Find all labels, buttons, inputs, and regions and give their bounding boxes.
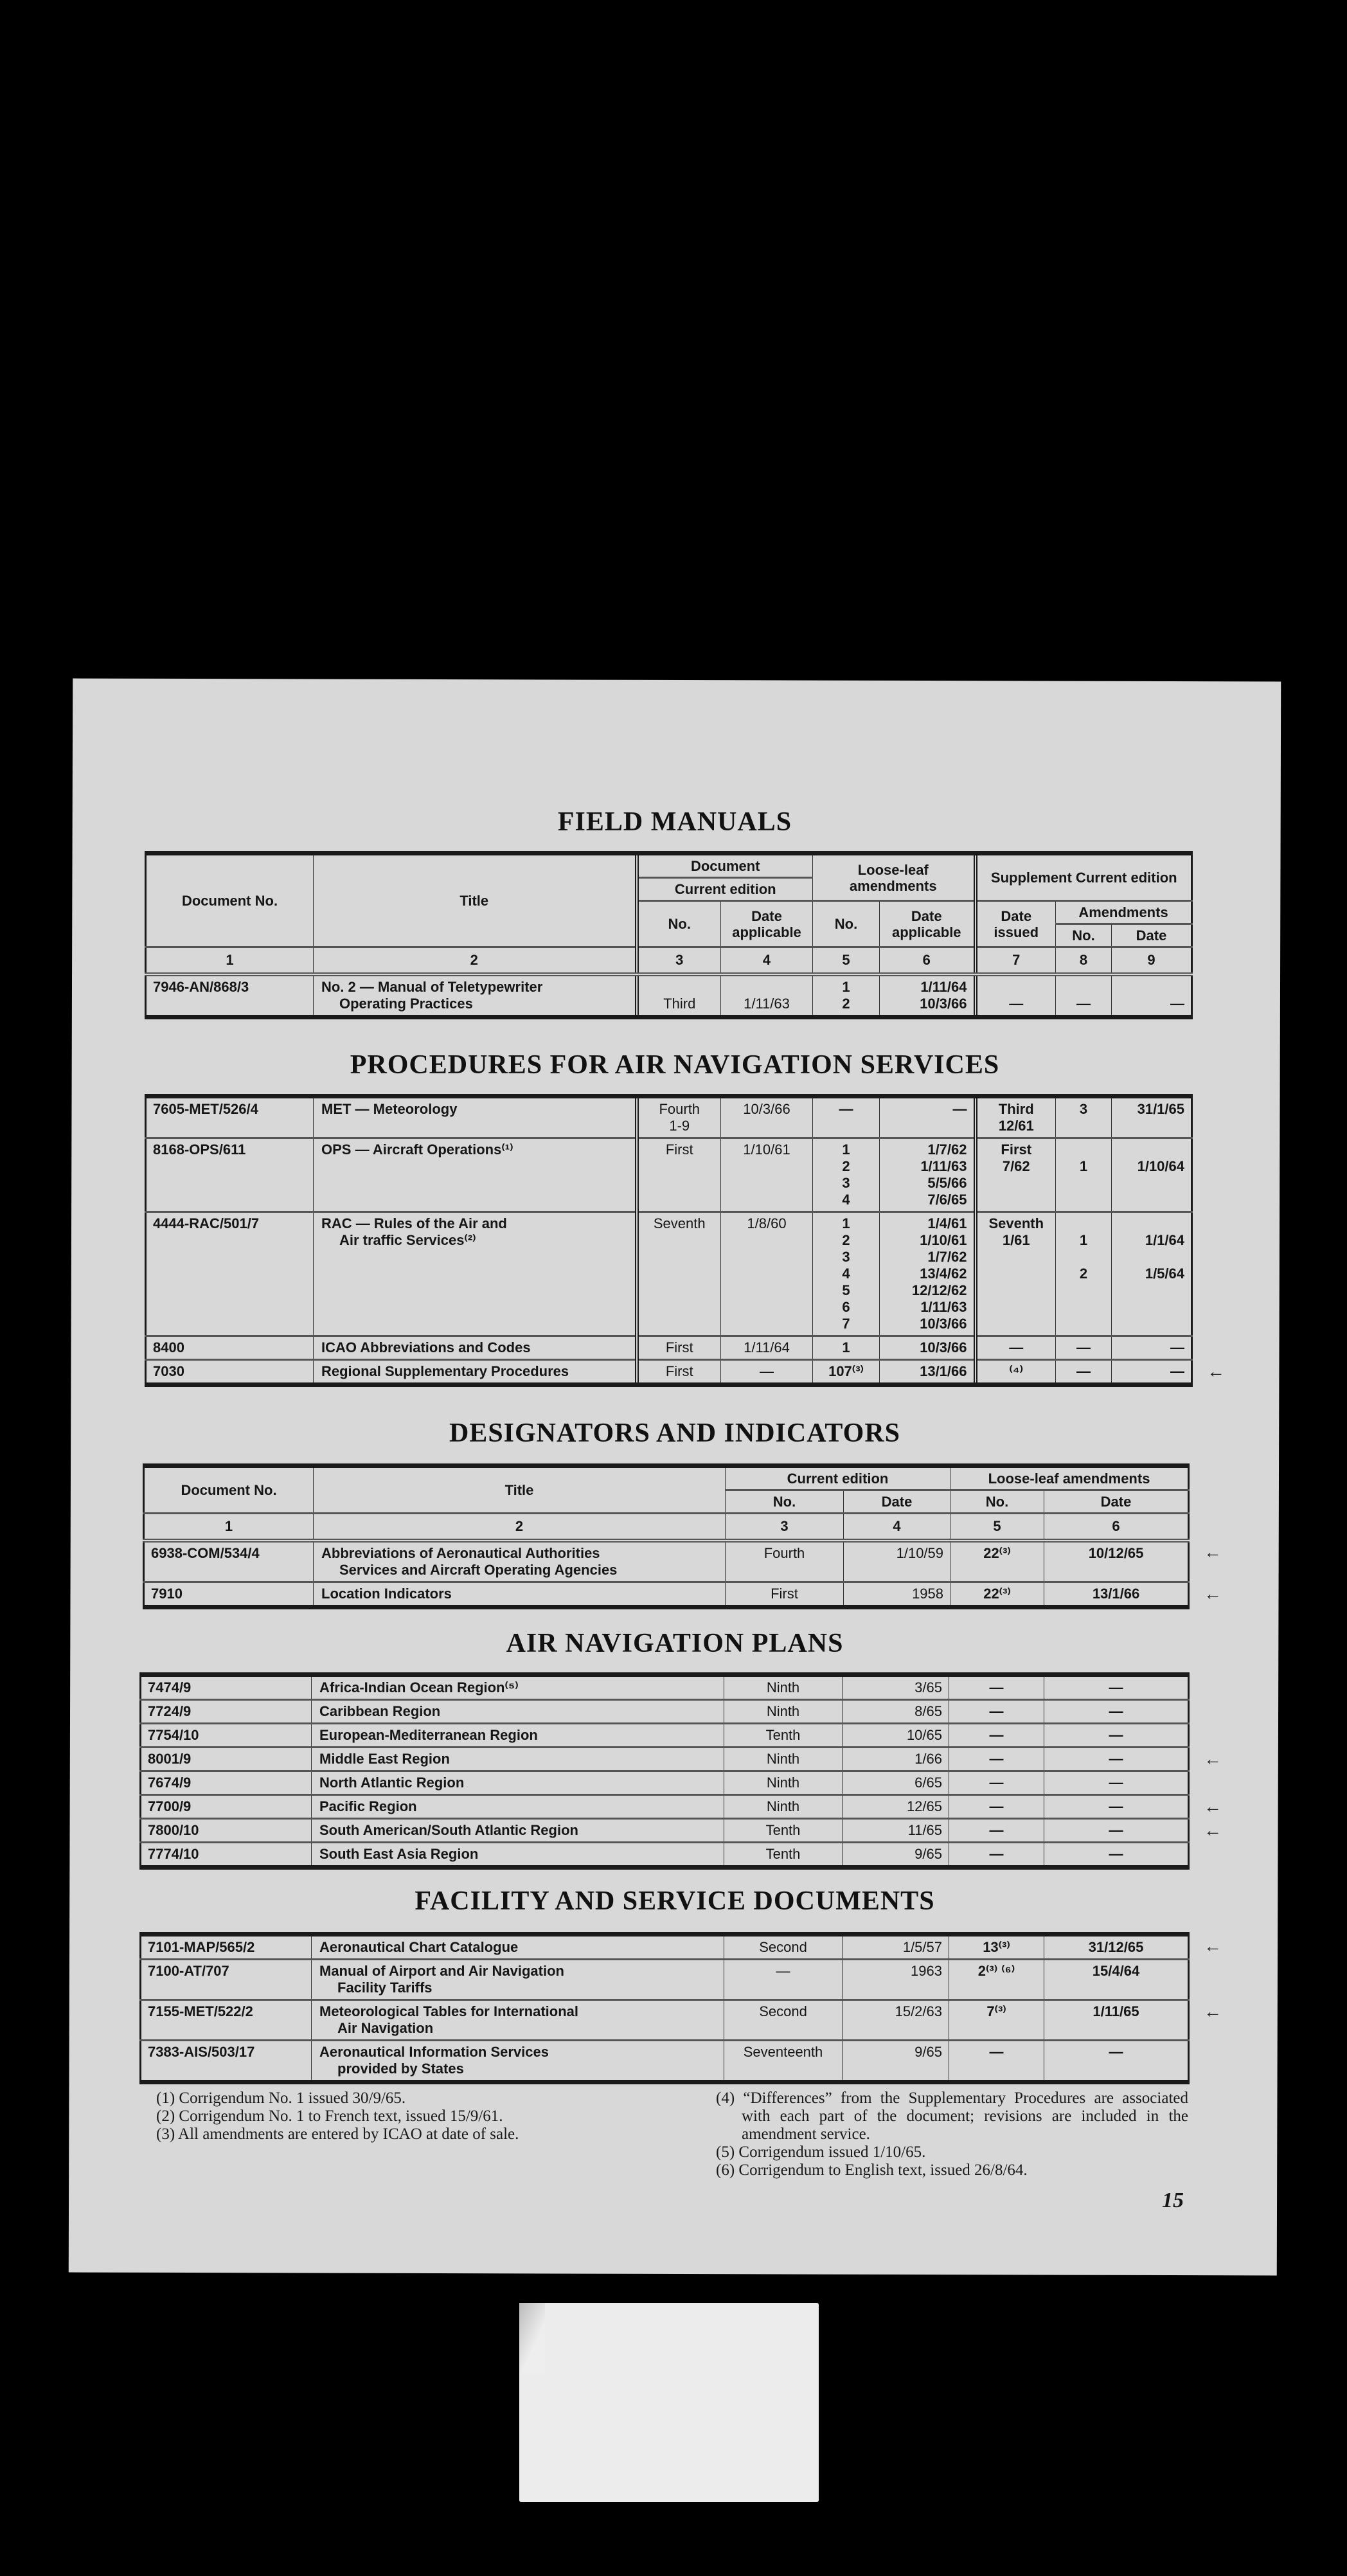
table-row bbox=[141, 1771, 1189, 1795]
column-number-row bbox=[146, 947, 1192, 975]
cell-title: MET — Meteorology bbox=[314, 1096, 637, 1138]
procedures-title: PROCEDURES FOR AIR NAVIGATION SERVICES bbox=[350, 1050, 1000, 1080]
footnotes-right bbox=[716, 2089, 1188, 2179]
cell-amendment-date: 13/1/66 bbox=[880, 1360, 976, 1385]
cell-amendment-date: — bbox=[1044, 1819, 1189, 1843]
cell-supplement-issued: — bbox=[976, 974, 1056, 1017]
cell-edition-no: Ninth bbox=[724, 1700, 843, 1724]
cell-amendment-date: — bbox=[880, 1096, 976, 1138]
cell-edition-no: Tenth bbox=[724, 1843, 843, 1868]
cell-title: Manual of Airport and Air Navigation Facility Tariffs bbox=[312, 1960, 724, 2000]
cell-edition-no: Seventh bbox=[637, 1212, 721, 1336]
cell-title: North Atlantic Region bbox=[312, 1771, 724, 1795]
table-row bbox=[146, 974, 1192, 1017]
cell-amendment-no: — bbox=[949, 1748, 1044, 1771]
cell-doc-no: 7100-AT/707 bbox=[141, 1960, 312, 2000]
cell-title: ICAO Abbreviations and Codes bbox=[314, 1336, 637, 1360]
cell-title: OPS — Aircraft Operations⁽¹⁾ bbox=[314, 1138, 637, 1212]
cell-supplement-amend-no: — bbox=[1056, 1336, 1112, 1360]
column-number: 8 bbox=[1056, 947, 1112, 975]
cell-amendment-date: 10/3/66 bbox=[880, 1336, 976, 1360]
procedures-table bbox=[145, 1094, 1193, 1387]
table-row bbox=[141, 1819, 1189, 1843]
cell-title: Pacific Region bbox=[312, 1795, 724, 1819]
cell-edition-date: 1/11/64 bbox=[721, 1336, 813, 1360]
facility-service-title: FACILITY AND SERVICE DOCUMENTS bbox=[415, 1886, 935, 1916]
cell-supplement-issued: ⁽⁴⁾ bbox=[976, 1360, 1056, 1385]
table-row bbox=[146, 1212, 1192, 1336]
cell-amendment-no: — bbox=[949, 1700, 1044, 1724]
air-navigation-plans-table bbox=[139, 1672, 1190, 1870]
cell-edition-date: 8/65 bbox=[843, 1700, 949, 1724]
cell-supplement-amend-date: — bbox=[1112, 1360, 1192, 1385]
cell-title: Regional Supplementary Procedures bbox=[314, 1360, 637, 1385]
column-number: 3 bbox=[637, 947, 721, 975]
cell-edition-date: 9/65 bbox=[843, 2041, 949, 2082]
cell-edition-no: First bbox=[637, 1336, 721, 1360]
table-row bbox=[141, 1795, 1189, 1819]
cell-amendment-no: 13⁽³⁾ bbox=[949, 1935, 1044, 1960]
header-date: Date bbox=[1112, 924, 1192, 947]
cell-title: Meteorological Tables for International Air Navigation bbox=[312, 2000, 724, 2041]
table-row bbox=[146, 1336, 1192, 1360]
cell-title: RAC — Rules of the Air and Air traffic Services⁽²⁾ bbox=[314, 1212, 637, 1336]
cell-edition-no: Fourth 1-9 bbox=[637, 1096, 721, 1138]
column-number: 4 bbox=[844, 1514, 950, 1541]
cell-supplement-amend-date: — bbox=[1112, 974, 1192, 1017]
cell-edition-no: Third bbox=[637, 974, 721, 1017]
cell-amendment-date: — bbox=[1044, 2041, 1189, 2082]
cell-title: Caribbean Region bbox=[312, 1700, 724, 1724]
table-row bbox=[146, 1138, 1192, 1212]
footnote: (6) Corrigendum to English text, issued 26/8/64. bbox=[716, 2161, 1028, 2179]
cell-doc-no: 4444-RAC/501/7 bbox=[146, 1212, 314, 1336]
change-arrow-icon: ← bbox=[1204, 1796, 1222, 1816]
cell-supplement-amend-no: — bbox=[1056, 1360, 1112, 1385]
cell-amendment-no: 1 bbox=[813, 1336, 880, 1360]
column-number: 1 bbox=[146, 947, 314, 975]
column-number: 6 bbox=[1044, 1514, 1189, 1541]
cell-edition-date: 1/66 bbox=[843, 1748, 949, 1771]
header-no: No. bbox=[813, 901, 880, 947]
cell-supplement-amend-no: — bbox=[1056, 974, 1112, 1017]
change-arrow-icon: ← bbox=[1204, 1542, 1222, 1562]
cell-doc-no: 7800/10 bbox=[141, 1819, 312, 1843]
cell-title: Aeronautical Information Services provided by States bbox=[312, 2041, 724, 2082]
cell-edition-date: 1958 bbox=[844, 1582, 950, 1607]
page-number: 15 bbox=[1162, 2188, 1184, 2212]
cell-doc-no: 8168-OPS/611 bbox=[146, 1138, 314, 1212]
cell-title: South American/South Atlantic Region bbox=[312, 1819, 724, 1843]
cell-doc-no: 7605-MET/526/4 bbox=[146, 1096, 314, 1138]
cell-amendment-date: — bbox=[1044, 1771, 1189, 1795]
cell-title: Location Indicators bbox=[314, 1582, 726, 1607]
table-row bbox=[141, 1960, 1189, 2000]
cell-edition-date: — bbox=[721, 1360, 813, 1385]
change-arrow-icon: ← bbox=[1204, 1935, 1222, 1956]
cell-amendment-no: 2⁽³⁾ ⁽⁶⁾ bbox=[949, 1960, 1044, 2000]
cell-edition-date: 1/5/57 bbox=[843, 1935, 949, 1960]
cell-amendment-date: 13/1/66 bbox=[1044, 1582, 1189, 1607]
header-date: Date bbox=[844, 1490, 950, 1514]
header-no: No. bbox=[1056, 924, 1112, 947]
cell-amendment-no: — bbox=[949, 1819, 1044, 1843]
cell-edition-date: 1963 bbox=[843, 1960, 949, 2000]
cell-doc-no: 6938-COM/534/4 bbox=[144, 1541, 314, 1582]
cell-doc-no: 7910 bbox=[144, 1582, 314, 1607]
cell-amendment-no: 22⁽³⁾ bbox=[950, 1541, 1044, 1582]
change-arrow-icon: ← bbox=[1207, 1361, 1225, 1381]
cell-edition-date: 1/10/61 bbox=[721, 1138, 813, 1212]
header-current-edition: Current edition bbox=[726, 1466, 950, 1490]
cell-doc-no: 7674/9 bbox=[141, 1771, 312, 1795]
change-arrow-icon: ← bbox=[1204, 1820, 1222, 1840]
cell-edition-no: First bbox=[637, 1360, 721, 1385]
table-row bbox=[146, 1096, 1192, 1138]
air-navigation-plans-title: AIR NAVIGATION PLANS bbox=[506, 1629, 844, 1658]
change-arrow-icon: ← bbox=[1204, 1583, 1222, 1604]
cell-doc-no: 7383-AIS/503/17 bbox=[141, 2041, 312, 2082]
cell-edition-no: Tenth bbox=[724, 1819, 843, 1843]
cell-edition-no: Fourth bbox=[726, 1541, 844, 1582]
cell-title: Africa-Indian Ocean Region⁽⁵⁾ bbox=[312, 1675, 724, 1700]
blank-card bbox=[519, 2303, 819, 2502]
cell-doc-no: 7155-MET/522/2 bbox=[141, 2000, 312, 2041]
cell-supplement-amend-date: 1/1/64 1/5/64 bbox=[1112, 1212, 1192, 1336]
cell-amendment-date: 1/4/61 1/10/61 1/7/62 13/4/62 12/12/62 1/11/63 10/3/66 bbox=[880, 1212, 976, 1336]
cell-amendment-date: 1/11/65 bbox=[1044, 2000, 1189, 2041]
cell-edition-date: 1/8/60 bbox=[721, 1212, 813, 1336]
table-row bbox=[144, 1582, 1189, 1607]
cell-edition-no: Second bbox=[724, 1935, 843, 1960]
cell-amendment-date: — bbox=[1044, 1843, 1189, 1868]
cell-amendment-no: 1 2 bbox=[813, 974, 880, 1017]
header-doc-no: Document No. bbox=[146, 854, 314, 947]
footnote: (1) Corrigendum No. 1 issued 30/9/65. bbox=[156, 2089, 406, 2107]
cell-amendment-no: — bbox=[949, 1795, 1044, 1819]
cell-amendment-no: 22⁽³⁾ bbox=[950, 1582, 1044, 1607]
field-manuals-table bbox=[145, 851, 1193, 1019]
cell-edition-no: Ninth bbox=[724, 1748, 843, 1771]
column-number: 2 bbox=[314, 1514, 726, 1541]
cell-amendment-no: 1 2 3 4 5 6 7 bbox=[813, 1212, 880, 1336]
table-row bbox=[146, 1360, 1192, 1385]
cell-doc-no: 8001/9 bbox=[141, 1748, 312, 1771]
cell-amendment-date: — bbox=[1044, 1748, 1189, 1771]
header-amendments: Amendments bbox=[1056, 901, 1192, 924]
cell-edition-no: — bbox=[724, 1960, 843, 2000]
header-date: Date bbox=[1044, 1490, 1189, 1514]
cell-amendment-no: — bbox=[949, 1724, 1044, 1748]
cell-amendment-date: 1/7/62 1/11/63 5/5/66 7/6/65 bbox=[880, 1138, 976, 1212]
header-date-applicable: Date applicable bbox=[721, 901, 813, 947]
facility-service-table bbox=[139, 1932, 1190, 2084]
cell-doc-no: 7754/10 bbox=[141, 1724, 312, 1748]
header-doc-no: Document No. bbox=[144, 1466, 314, 1514]
header-document: Document bbox=[637, 854, 813, 878]
table-row bbox=[141, 1724, 1189, 1748]
column-number: 5 bbox=[950, 1514, 1044, 1541]
header-title: Title bbox=[314, 1466, 726, 1514]
cell-title: Abbreviations of Aeronautical Authorities Services and Aircraft Operating Agencies bbox=[314, 1541, 726, 1582]
designators-title: DESIGNATORS AND INDICATORS bbox=[449, 1418, 901, 1448]
cell-amendment-date: 10/12/65 bbox=[1044, 1541, 1189, 1582]
cell-doc-no: 7724/9 bbox=[141, 1700, 312, 1724]
header-no: No. bbox=[950, 1490, 1044, 1514]
cell-amendment-no: — bbox=[949, 1843, 1044, 1868]
cell-doc-no: 7700/9 bbox=[141, 1795, 312, 1819]
cell-edition-date: 10/3/66 bbox=[721, 1096, 813, 1138]
footnote: (3) All amendments are entered by ICAO at date of sale. bbox=[156, 2125, 519, 2143]
cell-supplement-issued: First 7/62 bbox=[976, 1138, 1056, 1212]
header-loose-leaf: Loose-leaf amendments bbox=[813, 854, 976, 901]
cell-edition-date: 3/65 bbox=[843, 1675, 949, 1700]
column-number: 1 bbox=[144, 1514, 314, 1541]
table-row bbox=[141, 1700, 1189, 1724]
cell-edition-no: Ninth bbox=[724, 1675, 843, 1700]
column-number: 9 bbox=[1112, 947, 1192, 975]
header-current-edition: Current edition bbox=[637, 878, 813, 901]
cell-amendment-no: 107⁽³⁾ bbox=[813, 1360, 880, 1385]
cell-supplement-amend-date: 31/1/65 bbox=[1112, 1096, 1192, 1138]
designators-table bbox=[143, 1463, 1190, 1609]
cell-doc-no: 7774/10 bbox=[141, 1843, 312, 1868]
cell-edition-date: 9/65 bbox=[843, 1843, 949, 1868]
table-row bbox=[141, 1935, 1189, 1960]
cell-edition-date: 12/65 bbox=[843, 1795, 949, 1819]
footnotes-left bbox=[156, 2089, 683, 2143]
cell-supplement-amend-no: 1 bbox=[1056, 1138, 1112, 1212]
cell-amendment-date: — bbox=[1044, 1795, 1189, 1819]
cell-supplement-amend-no: 3 bbox=[1056, 1096, 1112, 1138]
header-supplement: Supplement Current edition bbox=[976, 854, 1192, 901]
cell-title: Aeronautical Chart Catalogue bbox=[312, 1935, 724, 1960]
cell-edition-date: 1/10/59 bbox=[844, 1541, 950, 1582]
cell-amendment-no: — bbox=[949, 1675, 1044, 1700]
table-row bbox=[141, 2041, 1189, 2082]
header-title: Title bbox=[314, 854, 637, 947]
cell-amendment-date: 31/12/65 bbox=[1044, 1935, 1189, 1960]
cell-title: Middle East Region bbox=[312, 1748, 724, 1771]
cell-edition-date: 6/65 bbox=[843, 1771, 949, 1795]
column-number: 2 bbox=[314, 947, 637, 975]
cell-amendment-date: — bbox=[1044, 1724, 1189, 1748]
cell-supplement-issued: — bbox=[976, 1336, 1056, 1360]
column-number: 6 bbox=[880, 947, 976, 975]
cell-edition-no: Second bbox=[724, 2000, 843, 2041]
cell-amendment-no: — bbox=[813, 1096, 880, 1138]
cell-doc-no: 7030 bbox=[146, 1360, 314, 1385]
cell-title: European-Mediterranean Region bbox=[312, 1724, 724, 1748]
header-date-issued: Date issued bbox=[976, 901, 1056, 947]
table-row bbox=[141, 1675, 1189, 1700]
cell-amendment-no: 7⁽³⁾ bbox=[949, 2000, 1044, 2041]
cell-amendment-date: — bbox=[1044, 1700, 1189, 1724]
footnote: (5) Corrigendum issued 1/10/65. bbox=[716, 2143, 926, 2161]
cell-amendment-no: 1 2 3 4 bbox=[813, 1138, 880, 1212]
header-no: No. bbox=[637, 901, 721, 947]
header-date-applicable: Date applicable bbox=[880, 901, 976, 947]
cell-edition-date: 1/11/63 bbox=[721, 974, 813, 1017]
column-number-row bbox=[144, 1514, 1189, 1541]
column-number: 3 bbox=[726, 1514, 844, 1541]
card-fold bbox=[519, 2303, 545, 2374]
cell-amendment-date: 15/4/64 bbox=[1044, 1960, 1189, 2000]
column-number: 5 bbox=[813, 947, 880, 975]
change-arrow-icon: ← bbox=[1204, 1748, 1222, 1769]
table-row bbox=[141, 1843, 1189, 1868]
cell-edition-date: 11/65 bbox=[843, 1819, 949, 1843]
cell-edition-no: Tenth bbox=[724, 1724, 843, 1748]
cell-supplement-issued: Seventh 1/61 bbox=[976, 1212, 1056, 1336]
column-number: 7 bbox=[976, 947, 1056, 975]
cell-doc-no: 7101-MAP/565/2 bbox=[141, 1935, 312, 1960]
cell-edition-no: First bbox=[726, 1582, 844, 1607]
cell-amendment-no: — bbox=[949, 1771, 1044, 1795]
field-manuals-title: FIELD MANUALS bbox=[557, 807, 792, 837]
cell-title: No. 2 — Manual of Teletypewriter Operating Practices bbox=[314, 974, 637, 1017]
cell-edition-no: Ninth bbox=[724, 1795, 843, 1819]
table-row bbox=[144, 1541, 1189, 1582]
cell-doc-no: 8400 bbox=[146, 1336, 314, 1360]
cell-supplement-amend-date: 1/10/64 bbox=[1112, 1138, 1192, 1212]
cell-edition-date: 10/65 bbox=[843, 1724, 949, 1748]
cell-edition-date: 15/2/63 bbox=[843, 2000, 949, 2041]
cell-amendment-date: 1/11/64 10/3/66 bbox=[880, 974, 976, 1017]
change-arrow-icon: ← bbox=[1204, 2001, 1222, 2021]
cell-edition-no: Seventeenth bbox=[724, 2041, 843, 2082]
header-no: No. bbox=[726, 1490, 844, 1514]
cell-supplement-amend-date: — bbox=[1112, 1336, 1192, 1360]
cell-amendment-date: — bbox=[1044, 1675, 1189, 1700]
table-row bbox=[141, 1748, 1189, 1771]
cell-supplement-issued: Third 12/61 bbox=[976, 1096, 1056, 1138]
cell-supplement-amend-no: 1 2 bbox=[1056, 1212, 1112, 1336]
column-number: 4 bbox=[721, 947, 813, 975]
footnote: (4) “Differences” from the Supplementary Procedures are associated with each part of the document; revisions are included in the amendment service. bbox=[716, 2089, 1188, 2143]
table-row bbox=[141, 2000, 1189, 2041]
cell-title: South East Asia Region bbox=[312, 1843, 724, 1868]
cell-edition-no: First bbox=[637, 1138, 721, 1212]
cell-doc-no: 7474/9 bbox=[141, 1675, 312, 1700]
cell-edition-no: Ninth bbox=[724, 1771, 843, 1795]
footnote: (2) Corrigendum No. 1 to French text, issued 15/9/61. bbox=[156, 2107, 503, 2125]
cell-amendment-no: — bbox=[949, 2041, 1044, 2082]
header-loose-leaf: Loose-leaf amendments bbox=[950, 1466, 1189, 1490]
cell-doc-no: 7946-AN/868/3 bbox=[146, 974, 314, 1017]
